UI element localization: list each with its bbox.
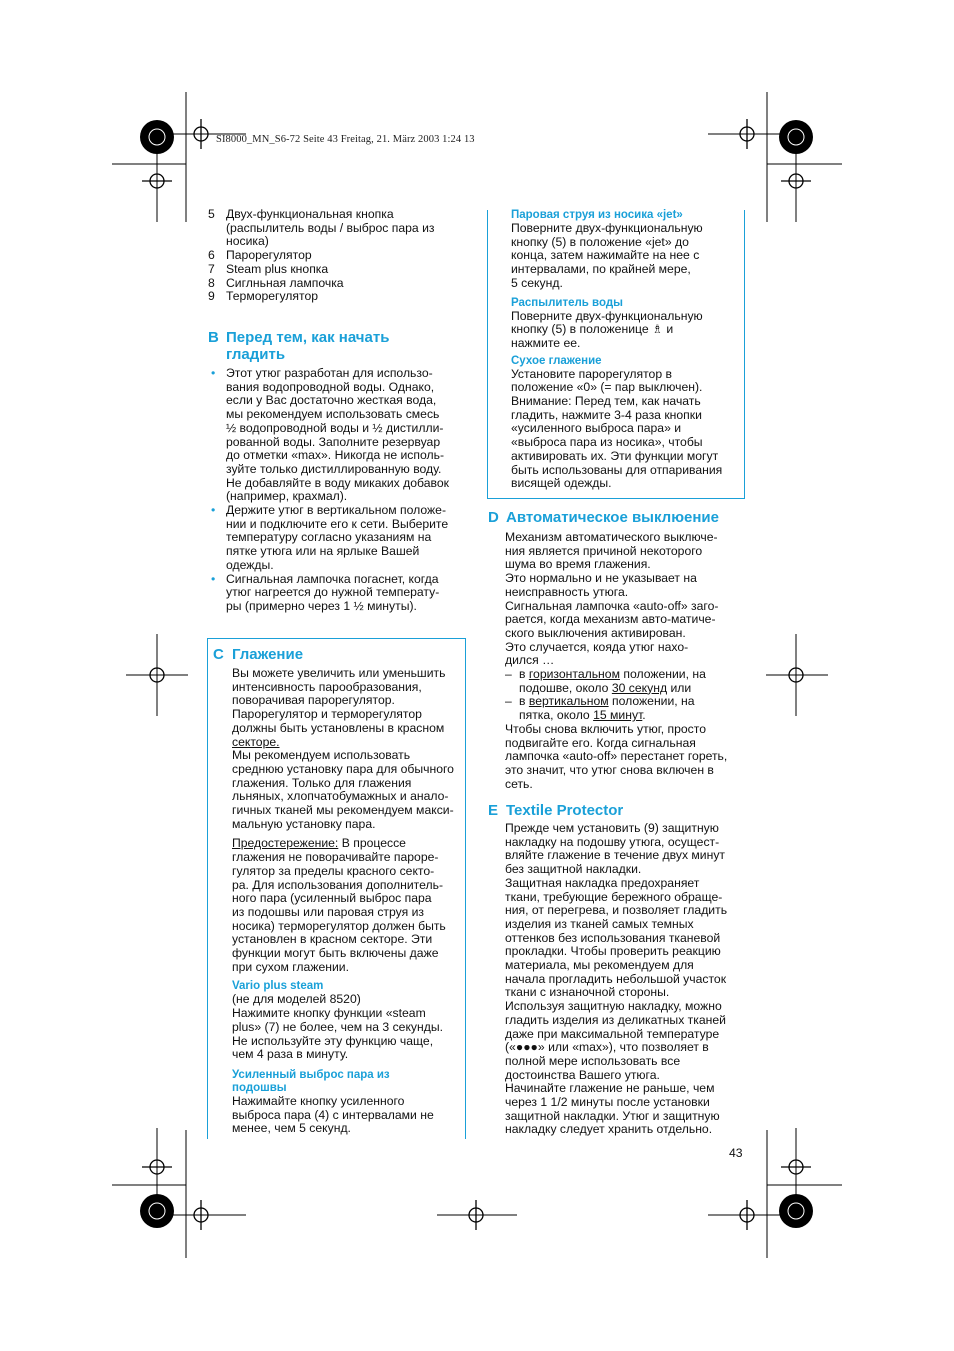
list-item: 8 Сиглньная лампочка bbox=[208, 275, 344, 290]
section-b-body bbox=[211, 366, 471, 614]
bullet-dot-icon: • bbox=[211, 503, 216, 518]
bullet-item: • Сигнальная лампочка погаснет, когда утюг нагреется до нужной температу- ры (примерно через 1 ½ минуты). bbox=[211, 571, 440, 613]
section-e-body: Прежде чем установить (9) защитную накладку на подошву утюга, осущест- вляйте глажение в течение двух минут без защитной накладки. Защитная накладка предохраняет ткани, требующие бережного обраще- ния, от перегрева, и позволяет гладить изделия из тканей самых темных оттенков без использования тканевой прокладки. Чтобы проверить реакцию материала, мы рекомендуем для начала прогладить небольшой участок ткани с изнаночной стороны. Используя защитную накладку, можно гладить изделия из деликатных тканей даже при максимальной температуре («●●●» или «max»), что позволяет в полной мере использовать все достоинства Вашего утюга. Начинайте глажение не раньше, чем через 1 1/2 минуты после установки защитной накладки. Утюг и защитную накладку следует хранить отдельно. bbox=[505, 821, 728, 1137]
section-e-heading: E Textile Protector bbox=[488, 802, 624, 819]
dry-heading: Сухое глажение bbox=[511, 354, 602, 367]
print-header: SI8000_MN_S6-72 Seite 43 Freitag, 21. März 2003 1:24 13 bbox=[216, 134, 475, 145]
list-item: 6 Парорегулятор bbox=[208, 248, 312, 263]
right-box-body: Паровая струя из носика «jet» Поверните двух-функциональную кнопку (5) в положение «jet» до конца, затем нажимайте на нее с интервалами, по крайней мере, 5 секунд. Распылитель воды Поверните двух-функциональную кнопку (5) в положенице ♗ и нажмите ее. Сухое глажение Установите парорегулятор в положение «0» (= пар выключен). Внимание: Перед тем, как начать гладить, нажмите 3-4 раза кнопки «усиленного выброса пара» и «выброса пара из носика», чтобы активировать их. Эти функции могут быть использованы для отпаривания висящей одежды. bbox=[511, 209, 741, 491]
vario-heading: Vario plus steam bbox=[232, 980, 324, 993]
section-c-heading: C Глажение bbox=[213, 646, 304, 663]
caution-line: Предостережение: В процессе bbox=[232, 836, 406, 851]
list-item: 7 Steam plus кнопка bbox=[208, 261, 329, 276]
list-item: 9 Терморегулятор bbox=[208, 289, 319, 304]
bullet-item: • Держите утюг в вертикальном положе- нии и подключите его к сети. Выберите температуру согласно указаниям на пятке утюга или на ярлыке Вашей одежды. bbox=[211, 503, 449, 572]
jet-heading: Паровая струя из носика «jet» bbox=[511, 209, 683, 221]
page-number: 43 bbox=[729, 1146, 743, 1160]
dash-item: – в вертикальном положении, на пятка, около 15 минут. bbox=[505, 694, 695, 723]
bullet-dot-icon: • bbox=[211, 571, 216, 586]
parts-list bbox=[208, 208, 468, 304]
section-b-heading: B Перед тем, как начать гладить bbox=[208, 329, 390, 363]
section-d-body: Механизм автоматического выключе- ния является причиной некоторого шума во время глажения. Это нормально и не указывает на неисправность утюга. Сигнальная лампочка «auto-off» заго- рается, когда механизм авто-матиче- ского выключения активирован. Это случается, кояда утюг нахо- дился … – в горизонтальном положении, на подошве, около 30 секунд или – в вертикальном положении, на пятка, около 15 минут. Чтобы снова включить утюг, просто подвигайте его. Когда сигнальная лампочка «auto-off» перестанет гореть, это значит, что утюг снова включен в сеть. bbox=[505, 531, 745, 791]
boost-heading: Усиленный выброс пара из подошвы bbox=[232, 1068, 390, 1094]
dash-item: – в горизонтальном положении, на подошве, около 30 секунд или bbox=[505, 667, 706, 695]
section-c-body: Вы можете увеличить или уменьшить интенсивность парообразования, поворачивая парорегулятор. Парорегулятор и терморегулятор должны быть установлены в красном секторе. Мы рекомендуем использовать среднюю установку пара для обычного глажения. Только для глажения льняных, хлопчатобумажных и анало- гичных тканей мы рекомендуем макси- мальную установку пара. Предостережение: В процессе глажения не поворачивайте пароре- гулятор за пределы красного секто- ра. Для использования дополнитель- ного пара (усиленный выброс пара из подошвы или паровая струя из носика) терморегулятор должен быть установлен в красном секторе. Эти функции могут быть включены даже при сухом глажении. Vario plus steam (не для моделей 8520) Нажимите кнопку функции «steam plus» (7) не более, чем на 3 секунды. Не используйте эту функцию чаще, чем 4 раза в минуту. Усиленный выброс пара из подошвы Нажимайте кнопку усиленного выброса пара (4) с интервалами не менее, чем 5 секунд. bbox=[232, 667, 464, 1136]
section-d-heading: D Автоматическое выклюение bbox=[488, 509, 719, 526]
bullet-item: • Этот утюг разработан для использо- вания водопроводной воды. Однако, если у Вас достаточно жесткая вода, мы рекомендуем использовать смесь ½ водопроводной воды и ½ дистилли- рованной воды. Заполните резервуар до отметки «max». Никогда не исполь- зуйте только дистиллированную воду. Не добавляйте в воду микаких добавок (например, крахмал). bbox=[211, 366, 449, 504]
bullet-dot-icon: • bbox=[211, 366, 216, 380]
list-item: 5 Двух-функциональная кнопка (распылитель воды / выброс пара из носика) bbox=[208, 207, 435, 249]
spray-heading: Распылитель воды bbox=[511, 296, 623, 309]
